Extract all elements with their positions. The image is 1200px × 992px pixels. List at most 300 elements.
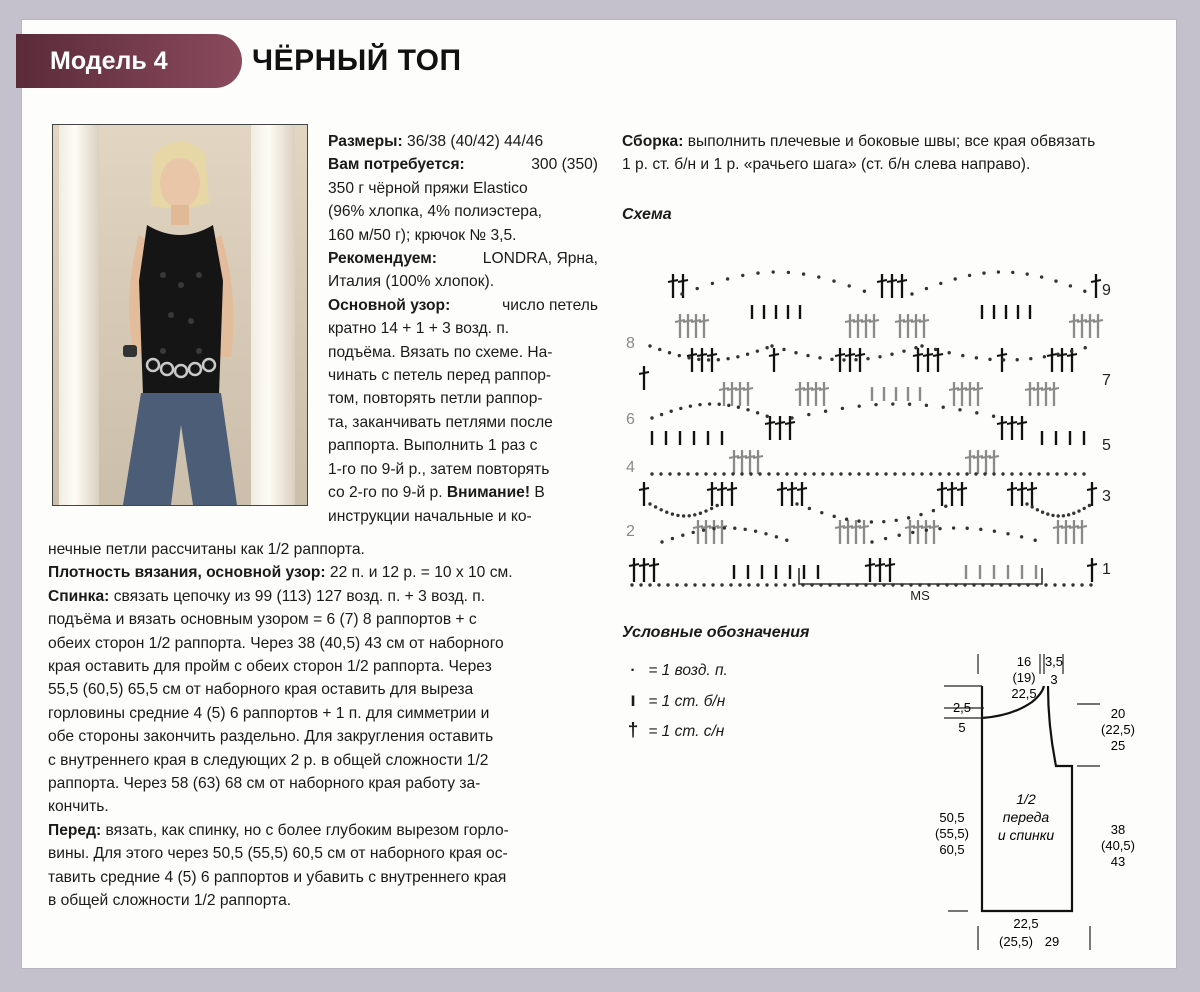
- chain-stitch: [772, 270, 775, 273]
- dc-stitch-bar: [769, 354, 779, 356]
- chain-stitch: [1055, 472, 1058, 475]
- chain-stitch: [884, 472, 887, 475]
- chain-stitch: [792, 583, 795, 586]
- dc-stitch-bar: [797, 488, 807, 490]
- chain-stitch: [920, 344, 923, 347]
- chain-stitch: [1080, 583, 1083, 586]
- pattern-piece-diagram: [922, 626, 1162, 956]
- row-num-9: 9: [1102, 282, 1111, 299]
- chain-stitch: [648, 344, 651, 347]
- chain-stitch: [1083, 507, 1086, 510]
- dc-stitch-bar: [639, 564, 649, 566]
- dim-top-right-2: 3: [1050, 672, 1058, 687]
- chain-stitch: [749, 472, 752, 475]
- chain-stitch: [908, 403, 911, 406]
- chain-stitch: [726, 277, 729, 280]
- chain-stitch: [975, 411, 978, 414]
- chain-stitch: [794, 351, 797, 354]
- chain-stitch: [692, 531, 695, 534]
- chain-stitch: [1084, 346, 1087, 349]
- chain-stitch: [727, 404, 730, 407]
- assembly-l1: выполнить плечевые и боковые швы; все края обвязать: [687, 133, 1096, 150]
- chain-stitch: [680, 292, 683, 295]
- chain-stitch: [648, 583, 651, 586]
- chain-stitch: [650, 416, 653, 419]
- chain-stitch: [1064, 472, 1067, 475]
- chain-stitch: [902, 349, 905, 352]
- chain-stitch: [785, 472, 788, 475]
- chain-stitch: [824, 410, 827, 413]
- chain-stitch: [1028, 472, 1031, 475]
- chain-stitch: [670, 410, 673, 413]
- chain-stitch: [648, 502, 651, 505]
- chain-stitch: [659, 472, 662, 475]
- chain-stitch: [925, 528, 928, 531]
- chain-stitch: [830, 358, 833, 361]
- chain-stitch: [929, 472, 932, 475]
- back-l7: обе стороны закончить раздельно. Для закругления оставить: [48, 728, 494, 746]
- legend-title: Условные обозначения: [622, 624, 810, 641]
- piece-label-2: переда: [1002, 809, 1050, 825]
- chain-stitch: [812, 472, 815, 475]
- dc-stitch-bar: [678, 280, 688, 282]
- chain-stitch: [1070, 349, 1073, 352]
- chain-stitch: [764, 532, 767, 535]
- chain-stitch: [1006, 532, 1009, 535]
- chain-stitch: [875, 472, 878, 475]
- chain-stitch: [658, 348, 661, 351]
- chain-stitch: [910, 292, 913, 295]
- chain-stitch: [866, 472, 869, 475]
- chain-stitch: [1046, 512, 1049, 515]
- chain-stitch: [711, 583, 714, 586]
- back-l6: горловины средние 4 (5) 6 раппортов + 1 п. для симметрии и: [48, 704, 490, 722]
- chain-stitch: [874, 403, 877, 406]
- chain-stitch: [795, 502, 798, 505]
- chain-stitch: [1025, 502, 1028, 505]
- dc-stitch-bar: [1047, 354, 1057, 356]
- chain-stitch: [782, 348, 785, 351]
- chain-stitch: [863, 290, 866, 293]
- dc-stitch-bar: [877, 280, 887, 282]
- chain-stitch: [718, 403, 721, 406]
- chain-stitch: [696, 287, 699, 290]
- chain-stitch: [845, 517, 848, 520]
- crochet-chart: [622, 242, 1122, 602]
- chain-stitch: [907, 516, 910, 519]
- chain-stitch: [878, 355, 881, 358]
- chain-stitch: [942, 406, 945, 409]
- chain-stitch: [775, 535, 778, 538]
- page-title: ЧЁРНЫЙ ТОП: [252, 44, 462, 77]
- dc-stitch-bar: [875, 564, 885, 566]
- chain-stitch: [1057, 514, 1060, 517]
- chain-stitch: [736, 355, 739, 358]
- chain-stitch: [858, 404, 861, 407]
- dc-stitch-bar: [639, 372, 649, 374]
- chain-stitch: [737, 406, 740, 409]
- chain-stitch: [1062, 583, 1065, 586]
- chain-stitch: [997, 270, 1000, 273]
- chain-stitch: [767, 472, 770, 475]
- model-photo: [52, 124, 308, 506]
- chain-stitch: [833, 515, 836, 518]
- chain-stitch: [802, 272, 805, 275]
- dim-right-top-3: 25: [1110, 738, 1126, 753]
- chain-stitch: [914, 346, 917, 349]
- chain-stitch: [870, 520, 873, 523]
- legend-text-dc: = 1 ст. с/н: [648, 723, 725, 740]
- chain-stitch: [686, 472, 689, 475]
- chain-stitch: [668, 472, 671, 475]
- chain-stitch: [992, 415, 995, 418]
- dc-stitch-bar: [668, 280, 678, 282]
- chain-stitch: [982, 271, 985, 274]
- chain-stitch: [842, 358, 845, 361]
- recommend-label: Рекомендуем:: [328, 250, 437, 268]
- dc-stitch-bar: [1087, 564, 1097, 566]
- schema-title: Схема: [622, 206, 672, 223]
- legend: [622, 656, 862, 756]
- chain-stitch: [1026, 272, 1029, 275]
- chain-stitch: [932, 509, 935, 512]
- chain-stitch: [794, 472, 797, 475]
- chain-stitch: [1082, 472, 1085, 475]
- row-num-7: 7: [1102, 372, 1111, 389]
- dim-right-bot-3: 43: [1110, 854, 1126, 869]
- chain-stitch: [952, 526, 955, 529]
- dc-stitch-bar: [629, 564, 639, 566]
- chain-stitch: [716, 504, 719, 507]
- chain-stitch: [1020, 535, 1023, 538]
- chain-stitch: [854, 358, 857, 361]
- repeat-label: MS: [910, 588, 930, 602]
- dc-symbol: †: [627, 720, 639, 741]
- chain-stitch: [1062, 514, 1065, 517]
- chain-stitch: [671, 537, 674, 540]
- density-label: Плотность вязания, основной узор:: [48, 564, 326, 582]
- chain-stitch: [820, 511, 823, 514]
- chart-marks: [629, 270, 1103, 586]
- dim-top-3: 22,5: [1011, 686, 1037, 701]
- recommend-l2: Италия (100% хлопок).: [328, 273, 495, 291]
- chain-stitch: [740, 472, 743, 475]
- chain-stitch: [677, 472, 680, 475]
- needs-l2: 350 г чёрной пряжи Elastico: [328, 179, 528, 197]
- chain-stitch: [956, 472, 959, 475]
- chain-stitch: [1046, 472, 1049, 475]
- chain-stitch: [1037, 472, 1040, 475]
- back-l3: обеих сторон 1/2 раппорта. Через 38 (40,5) 43 см от наборного: [48, 634, 504, 652]
- pattern-l5: том, повторять петли раппор-: [328, 390, 543, 408]
- chain-stitch: [866, 357, 869, 360]
- main-text-column: [48, 538, 596, 913]
- dim-left-3: 60,5: [939, 842, 965, 857]
- chain-stitch: [848, 472, 851, 475]
- chain-stitch: [746, 408, 749, 411]
- legend-item-chain: [622, 656, 728, 686]
- dc-stitch-bar: [687, 354, 697, 356]
- chain-stitch: [713, 472, 716, 475]
- chain-stitch: [1034, 539, 1037, 542]
- chain-stitch: [1043, 355, 1046, 358]
- chain-stitch: [1069, 284, 1072, 287]
- dc-stitch-bar: [777, 488, 787, 490]
- pattern-l4: чинать с петель перед раппор-: [328, 367, 552, 385]
- chain-stitch: [741, 274, 744, 277]
- dim-right-bot-1: 38: [1110, 822, 1126, 837]
- chain-stitch: [708, 402, 711, 405]
- chain-stitch: [848, 284, 851, 287]
- pattern-l9b: В: [534, 484, 545, 502]
- chain-stitch: [806, 354, 809, 357]
- chain-stitch: [684, 583, 687, 586]
- row-num-6: 6: [626, 411, 635, 428]
- chain-stitch: [1041, 511, 1044, 514]
- chain-stitch: [738, 583, 741, 586]
- back-l2: подъёма и вязать основным узором = 6 (7) 8 раппортов + с: [48, 611, 477, 629]
- chain-stitch: [1036, 508, 1039, 511]
- chain-stitch: [729, 583, 732, 586]
- needs-l4: 160 м/50 г); крючок № 3,5.: [328, 226, 517, 244]
- needs-label: Вам потребуется:: [328, 156, 465, 174]
- density-value: 22 п. и 12 р. = 10 х 10 см.: [329, 564, 513, 582]
- row-num-8: 8: [626, 335, 635, 352]
- dc-stitch-bar: [947, 488, 957, 490]
- intro-text-column: [328, 130, 598, 528]
- dc-stitch-bar: [865, 564, 875, 566]
- chain-stitch: [1002, 358, 1005, 361]
- dc-stitch-bar: [933, 354, 943, 356]
- dc-stitch-bar: [775, 422, 785, 424]
- chain-stitch: [783, 583, 786, 586]
- chain-stitch: [754, 530, 757, 533]
- chain-stitch: [1040, 275, 1043, 278]
- chain-stitch: [660, 540, 663, 543]
- woman-figure: [53, 125, 307, 505]
- chain-stitch: [681, 534, 684, 537]
- needs-l1: 300 (350): [531, 156, 598, 174]
- chain-stitch: [1001, 472, 1004, 475]
- chain-stitch: [938, 527, 941, 530]
- dim-right-top-2: (22,5): [1101, 722, 1135, 737]
- chain-stitch: [839, 472, 842, 475]
- chain-stitch: [1011, 271, 1014, 274]
- chain-stitch: [870, 540, 873, 543]
- chain-stitch: [818, 356, 821, 359]
- chain-stitch: [733, 527, 736, 530]
- chain-stitch: [723, 526, 726, 529]
- front-l4: в общей сложности 1/2 раппорта.: [48, 892, 292, 910]
- chain-stitch: [961, 354, 964, 357]
- row-num-5: 5: [1102, 437, 1111, 454]
- pattern-l8: 1-го по 9-й р., затем повторять: [328, 460, 550, 478]
- chain-stitch: [898, 534, 901, 537]
- dim-bottom-2: (25,5): [999, 934, 1033, 949]
- chain-stitch: [808, 507, 811, 510]
- chain-stitch: [974, 472, 977, 475]
- dim-bottom-3: 29: [1044, 934, 1060, 949]
- dc-stitch-bar: [1087, 488, 1097, 490]
- row-num-4: 4: [626, 459, 635, 476]
- chain-stitch: [676, 514, 679, 517]
- chain-stitch: [1067, 513, 1070, 516]
- dc-stitch-bar: [887, 280, 897, 282]
- back-l10: кончить.: [48, 798, 109, 816]
- dc-stitch-bar: [937, 488, 947, 490]
- front-label: Перед:: [48, 821, 102, 839]
- chain-stitch: [934, 348, 937, 351]
- chain-stitch: [919, 513, 922, 516]
- chain-stitch: [948, 351, 951, 354]
- dc-stitch-bar: [697, 354, 707, 356]
- chain-stitch: [893, 472, 896, 475]
- sizes-value: 36/38 (40/42) 44/46: [407, 133, 544, 150]
- legend-item-dc: [622, 716, 724, 746]
- dc-stitch-bar: [845, 354, 855, 356]
- chain-stitch: [679, 407, 682, 410]
- dim-neck-2: 5: [958, 720, 966, 735]
- dc-stitch-bar: [1007, 488, 1017, 490]
- dc-stitch-bar: [1027, 488, 1037, 490]
- pattern-l6: та, заканчивать петлями после: [328, 413, 553, 431]
- dc-stitch-bar: [787, 488, 797, 490]
- chain-stitch: [758, 472, 761, 475]
- dc-stitch-bar: [997, 354, 1007, 356]
- chain-stitch: [965, 472, 968, 475]
- back-l4: края оставить для пройм с обеих сторон 1/2 раппорта. Через: [48, 658, 492, 676]
- dc-stitch-bar: [649, 564, 659, 566]
- chain-stitch: [1010, 472, 1013, 475]
- dc-stitch-bar: [785, 422, 795, 424]
- dc-stitch-bar: [835, 354, 845, 356]
- dc-stitch-bar: [897, 280, 907, 282]
- chain-stitch: [975, 356, 978, 359]
- chain-stitch: [983, 472, 986, 475]
- dim-top-2: (19): [1012, 670, 1036, 685]
- chain-stitch: [697, 358, 700, 361]
- chain-stitch: [979, 528, 982, 531]
- chain-stitch: [766, 415, 769, 418]
- chain-stitch: [925, 404, 928, 407]
- dc-stitch-bar: [707, 488, 717, 490]
- chain-stitch: [947, 472, 950, 475]
- chain-stitch: [746, 353, 749, 356]
- chain-stitch: [830, 472, 833, 475]
- chain-stitch: [689, 404, 692, 407]
- chain-stitch: [803, 472, 806, 475]
- chain-stitch: [699, 512, 702, 515]
- chain-stitch: [660, 508, 663, 511]
- dc-stitch-bar: [765, 422, 775, 424]
- chain-stitch: [1077, 509, 1080, 512]
- pattern-l9: со 2-го по 9-й р.: [328, 484, 443, 502]
- chain-stitch: [1071, 583, 1074, 586]
- chain-stitch: [704, 509, 707, 512]
- dc-stitch-bar: [639, 488, 649, 490]
- chain-stitch: [682, 514, 685, 517]
- back-l1: связать цепочку из 99 (113) 127 возд. п. + 3 возд. п.: [113, 587, 486, 605]
- chain-stitch: [958, 408, 961, 411]
- dc-stitch-bar: [707, 354, 717, 356]
- row-num-3: 3: [1102, 488, 1111, 505]
- chain-stitch: [1072, 512, 1075, 515]
- chain-stitch: [731, 472, 734, 475]
- assembly-label: Сборка:: [622, 133, 684, 150]
- sc-symbol: ı: [630, 690, 636, 711]
- chain-stitch: [660, 413, 663, 416]
- chain-stitch: [711, 282, 714, 285]
- chain-stitch: [687, 356, 690, 359]
- chain-stitch: [698, 403, 701, 406]
- chain-stitch: [695, 472, 698, 475]
- chain-stitch: [939, 282, 942, 285]
- dc-stitch-bar: [855, 354, 865, 356]
- chain-stitch: [720, 583, 723, 586]
- dim-top-right: 3,5: [1044, 654, 1064, 669]
- chain-stitch: [722, 472, 725, 475]
- back-label: Спинка:: [48, 587, 110, 605]
- front-l3: тавить средние 4 (5) 6 раппортов и убавить с внутреннего края: [48, 868, 507, 886]
- chain-stitch: [702, 583, 705, 586]
- legend-text-chain: = 1 возд. п.: [648, 662, 728, 679]
- recommend-l1: LONDRA, Ярна,: [482, 250, 598, 268]
- pattern-l1: число петель: [502, 296, 598, 314]
- chain-stitch: [707, 358, 710, 361]
- chain-stitch: [1019, 472, 1022, 475]
- chain-stitch: [756, 583, 759, 586]
- chain-stitch: [1056, 353, 1059, 356]
- dim-right-top-1: 20: [1110, 706, 1126, 721]
- chain-stitch: [650, 472, 653, 475]
- dim-left-1: 50,5: [939, 810, 965, 825]
- pattern-l11: нечные петли рассчитаны как 1/2 раппорта.: [48, 541, 365, 558]
- assembly-text: [622, 130, 1168, 177]
- chain-stitch: [747, 583, 750, 586]
- model-tab: Модель 4: [16, 34, 242, 88]
- chain-stitch: [678, 354, 681, 357]
- magazine-page: [22, 20, 1176, 968]
- front-l1: вязать, как спинку, но с более глубоким вырезом горло-: [105, 821, 509, 839]
- chain-stitch: [654, 505, 657, 508]
- chain-stitch: [756, 411, 759, 414]
- chain-stitch: [821, 472, 824, 475]
- chain-stitch: [744, 528, 747, 531]
- chain-stitch: [702, 528, 705, 531]
- chain-stitch: [841, 407, 844, 410]
- dc-stitch-bar: [923, 354, 933, 356]
- chain-stitch: [790, 416, 793, 419]
- chain-stitch: [785, 539, 788, 542]
- chain-stitch: [938, 472, 941, 475]
- chain-stitch: [657, 583, 660, 586]
- chain-stitch: [776, 472, 779, 475]
- chain-stitch: [1031, 505, 1034, 508]
- back-l9: раппорта. Через 58 (63) 68 см от наборного края работу за-: [48, 775, 481, 793]
- chain-symbol: ·: [630, 662, 636, 679]
- chain-stitch: [666, 583, 669, 586]
- chain-stitch: [911, 472, 914, 475]
- repeat-bracket: [799, 568, 1042, 584]
- chain-stitch: [765, 583, 768, 586]
- dc-stitch-bar: [1067, 354, 1077, 356]
- chain-stitch: [671, 512, 674, 515]
- chain-stitch: [902, 472, 905, 475]
- chain-stitch: [911, 531, 914, 534]
- chain-stitch: [1051, 514, 1054, 517]
- legend-item-sc: [622, 686, 725, 716]
- dim-left-2: (55,5): [935, 826, 969, 841]
